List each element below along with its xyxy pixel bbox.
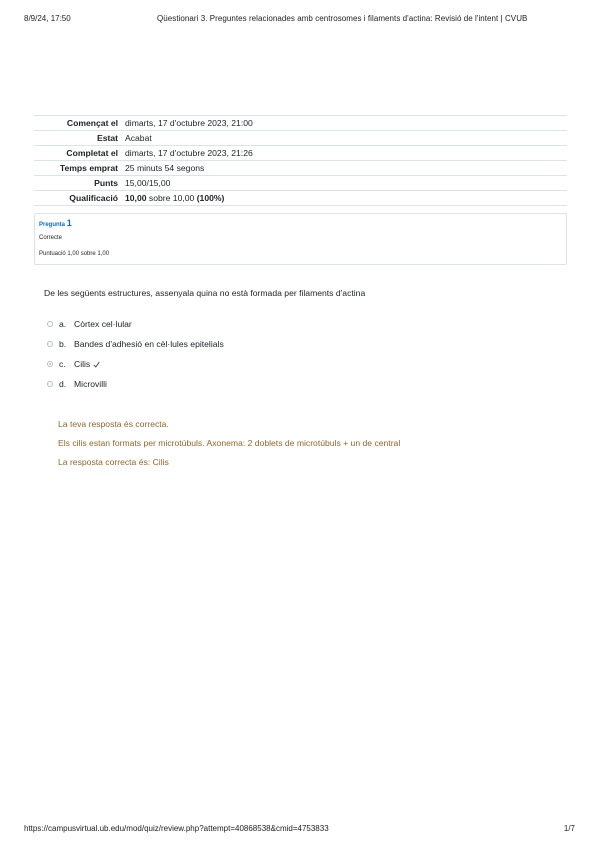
- answer-text: Microvilli: [74, 379, 107, 389]
- grade-out-of: sobre 10,00: [148, 193, 195, 203]
- grade-percent: (100%): [196, 193, 225, 203]
- print-page-number: 1/7: [563, 824, 575, 833]
- summary-value: 15,00/15,00: [125, 176, 567, 191]
- summary-label: Temps emprat: [34, 161, 125, 176]
- summary-value: Acabat: [125, 131, 567, 146]
- summary-label: Començat el: [34, 116, 125, 131]
- summary-label: Qualificació: [34, 191, 125, 206]
- question-number-value: 1: [66, 218, 72, 228]
- answer-letter: a.: [59, 319, 67, 329]
- summary-label: Punts: [34, 176, 125, 191]
- feedback-result: La teva resposta és correcta.: [58, 419, 169, 429]
- grade-value: [125, 191, 567, 206]
- answer-letter: d.: [59, 379, 67, 389]
- feedback-correct-answer: La resposta correcta és: Cilis: [58, 457, 169, 467]
- question-text: De les següents estructures, assenyala quina no està formada per filaments d'actina: [44, 288, 366, 298]
- summary-row-time-taken: [34, 161, 567, 176]
- summary-row-state: [34, 131, 567, 146]
- question-grade: Puntuació 1,00 sobre 1,00: [39, 251, 110, 257]
- grade-score: 10,00: [125, 193, 147, 203]
- answer-text: Bandes d'adhesió en cèl·lules epitelials: [74, 339, 224, 349]
- answer-option-b: [47, 334, 224, 354]
- answer-letter: b.: [59, 339, 67, 349]
- answer-option-a: [47, 314, 224, 334]
- attempt-summary-table: [34, 115, 567, 206]
- answer-text: Cilis: [74, 359, 91, 369]
- answer-option-c: [47, 354, 224, 374]
- answer-radio[interactable]: [47, 341, 53, 347]
- print-datetime: 8/9/24, 17:50: [24, 14, 71, 23]
- summary-label: Completat el: [34, 146, 125, 161]
- print-url: https://campusvirtual.ub.edu/mod/quiz/review.php?attempt=40868538&cmid=4753833: [24, 824, 329, 833]
- answer-text: Còrtex cel·lular: [74, 319, 132, 329]
- question-state: Correcte: [39, 235, 63, 241]
- print-page-title: Qüestionari 3. Preguntes relacionades amb centrosomes i filaments d'actina: Revisió de l'intent | CVUB: [157, 14, 528, 23]
- summary-row-started: [34, 116, 567, 131]
- summary-row-marks: [34, 176, 567, 191]
- summary-row-completed: [34, 146, 567, 161]
- question-number: [39, 218, 72, 228]
- summary-label: Estat: [34, 131, 125, 146]
- answer-option-d: [47, 374, 224, 394]
- question-prefix: Pregunta: [39, 222, 66, 228]
- summary-row-grade: [34, 191, 567, 206]
- summary-value: dimarts, 17 d'octubre 2023, 21:00: [125, 116, 567, 131]
- feedback-box: [58, 418, 400, 475]
- check-icon: [93, 361, 100, 368]
- summary-value: dimarts, 17 d'octubre 2023, 21:26: [125, 146, 567, 161]
- answer-radio[interactable]: [47, 381, 53, 387]
- answer-radio[interactable]: [47, 321, 53, 327]
- answer-list: [47, 314, 224, 394]
- answer-letter: c.: [59, 359, 66, 369]
- summary-value: 25 minuts 54 segons: [125, 161, 567, 176]
- answer-radio-selected[interactable]: [47, 361, 53, 367]
- feedback-explanation: Els cilis estan formats per microtúbuls. Axonema: 2 doblets de microtúbuls + un de central: [58, 438, 401, 448]
- question-info-box: [34, 213, 567, 265]
